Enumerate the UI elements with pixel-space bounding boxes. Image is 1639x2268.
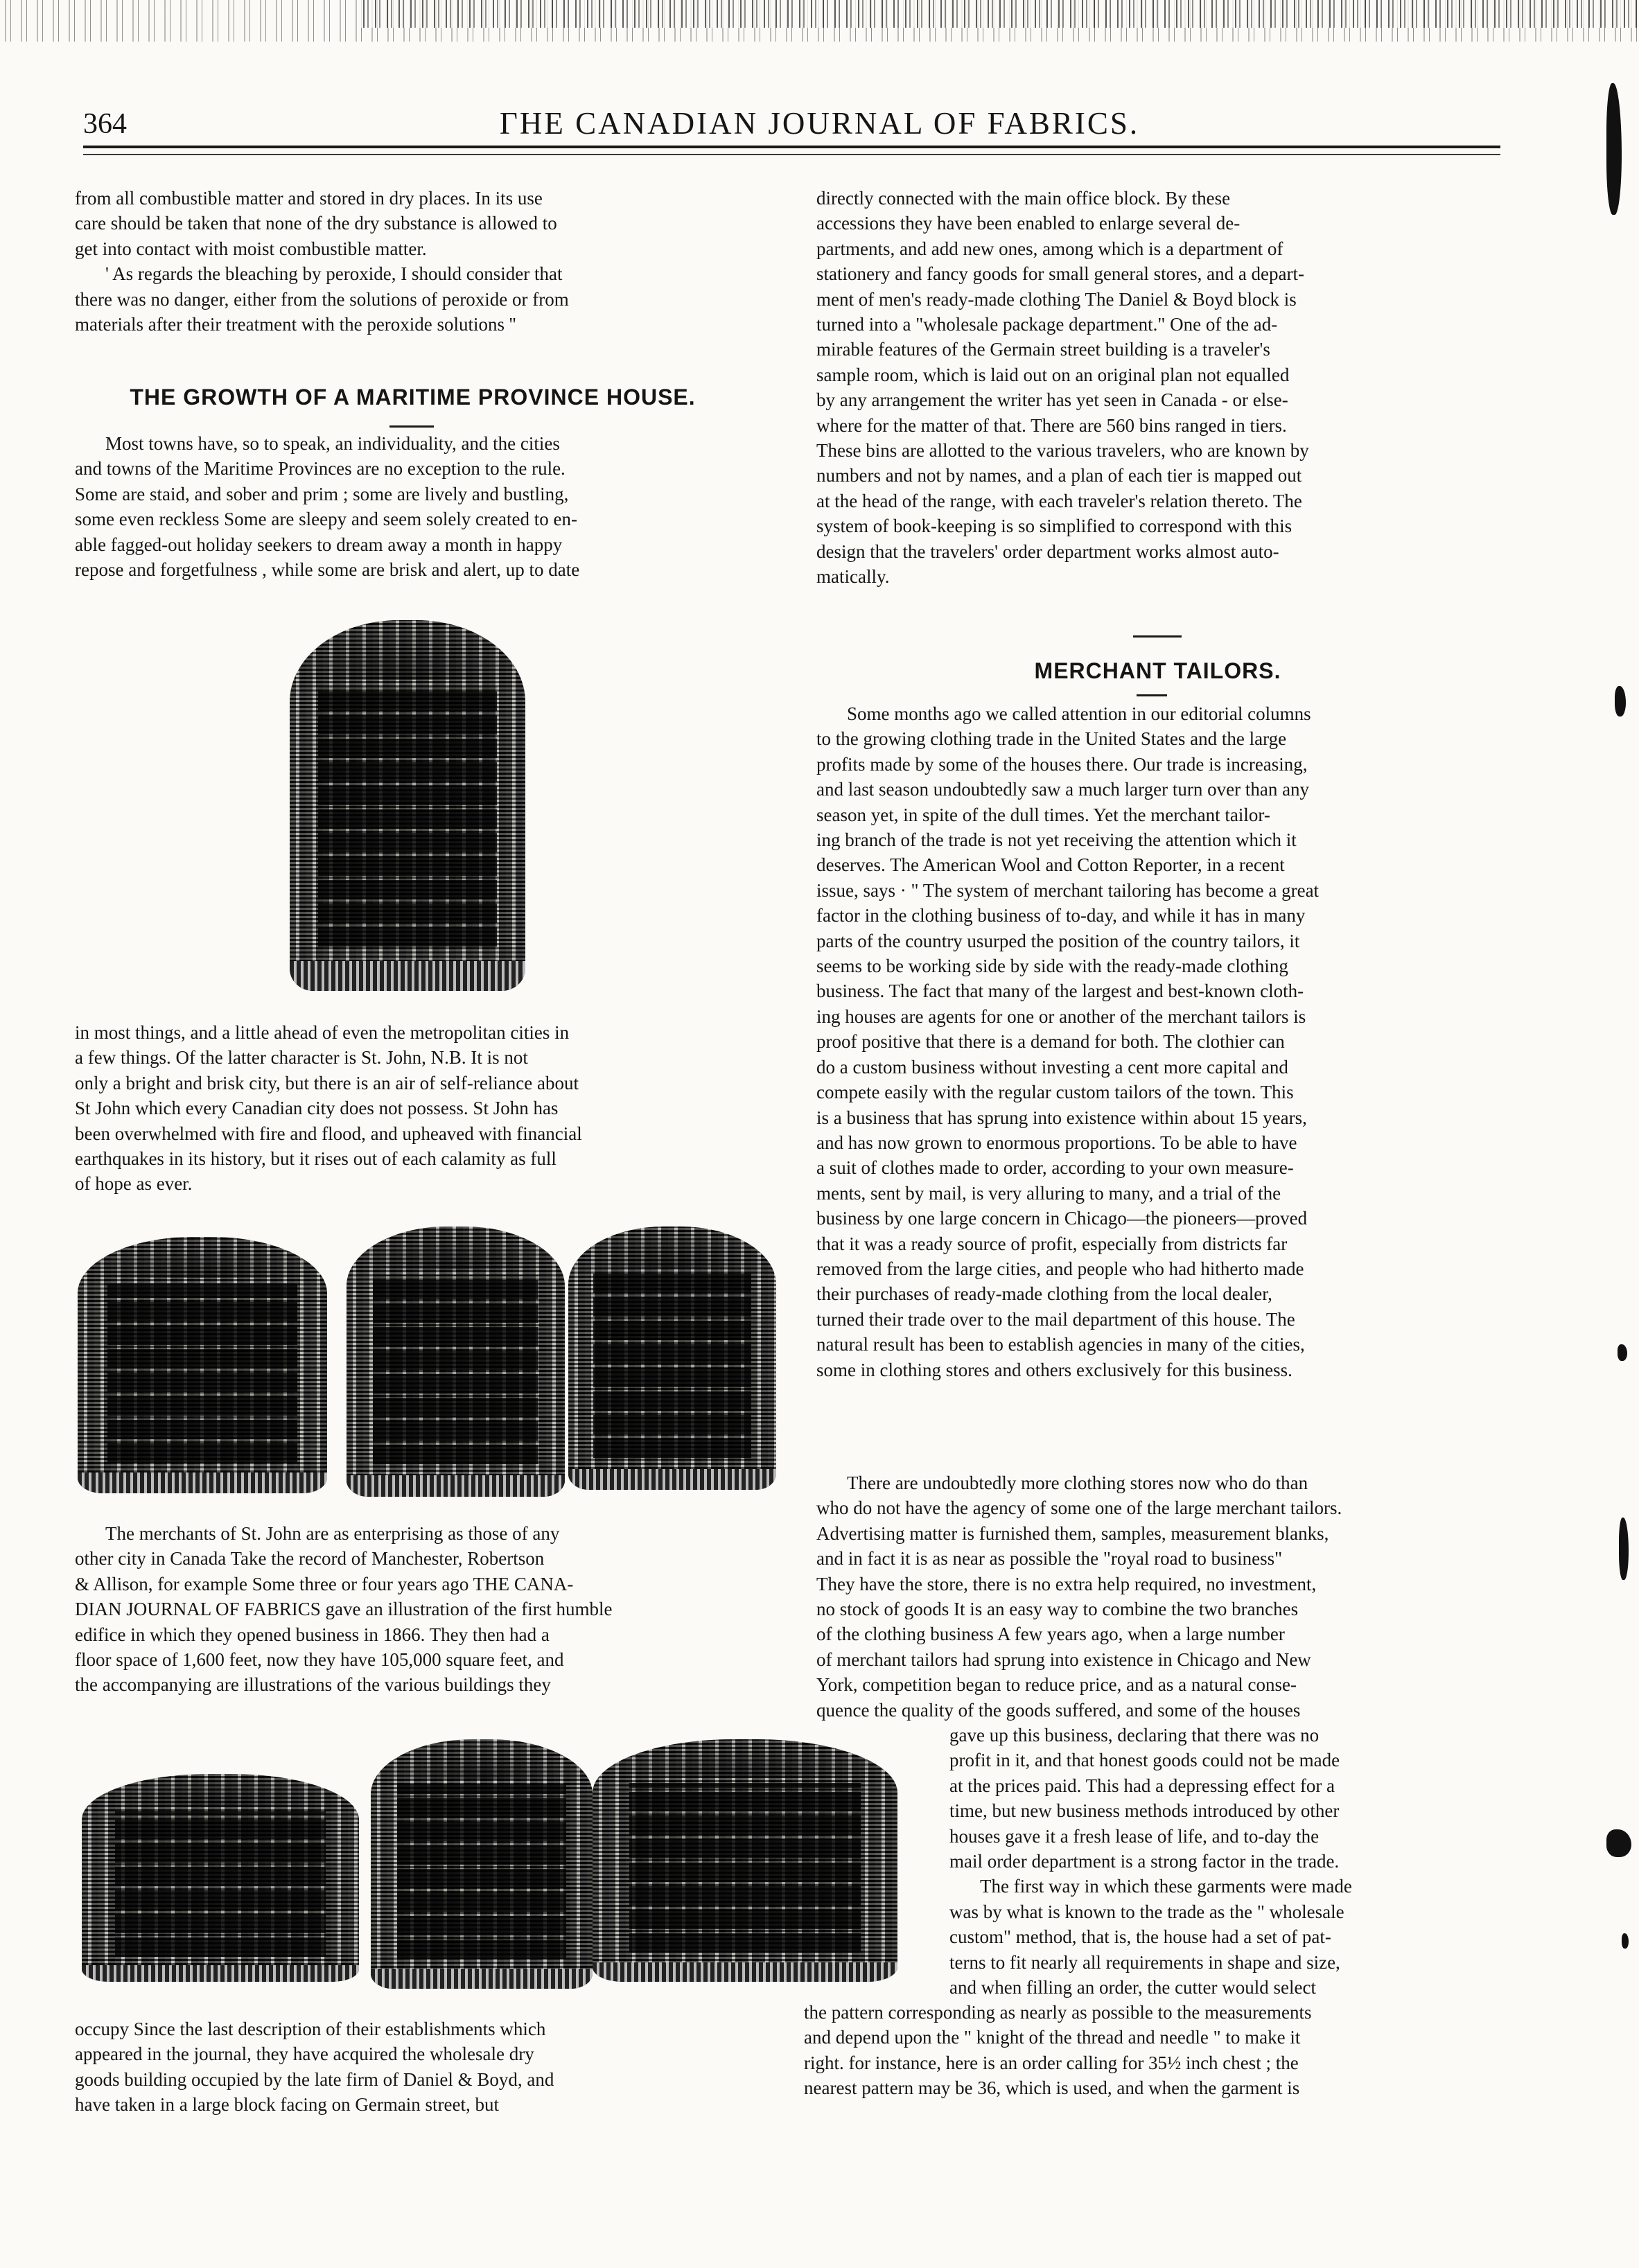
street-detail xyxy=(371,1969,593,1989)
text-line: matically. xyxy=(816,566,890,588)
right-paragraph-3-narrow xyxy=(949,1723,1499,2000)
text-line: Most towns have, so to speak, an individuality, and the cities xyxy=(105,433,560,454)
text-line: ments, sent by mail, is very alluring to many, and a trial of the xyxy=(816,1182,1281,1204)
text-line: seems to be working side by side with the ready-made clothing xyxy=(816,956,1288,977)
right-paragraph-4 xyxy=(804,2000,1499,2101)
left-paragraph-2 xyxy=(75,1020,751,1197)
text-line: numbers and not by names, and a plan of each tier is mapped out xyxy=(816,465,1302,486)
text-line: partments, and add new ones, among which is a department of xyxy=(816,238,1283,259)
building-engraving-bottom-center xyxy=(371,1739,593,1989)
text-line: ing branch of the trade is not yet receiving the attention which it xyxy=(816,829,1297,851)
text-line: other city in Canada Take the record of Manchester, Robertson xyxy=(75,1548,545,1570)
text-line: gave up this business, declaring that there was no xyxy=(949,1725,1320,1746)
text-line: and depend upon the " knight of the thread and needle " to make it xyxy=(804,2027,1301,2048)
heading-rule xyxy=(1137,694,1167,696)
scan-edge-mark xyxy=(1619,1518,1629,1580)
street-detail xyxy=(568,1469,776,1490)
scan-edge-mark xyxy=(1615,686,1626,717)
text-line: issue, says · " The system of merchant tailoring has become a great xyxy=(816,879,1320,901)
scan-edge-mark xyxy=(1618,1344,1627,1361)
text-line: at the prices paid. This had a depressing effect for a xyxy=(949,1775,1335,1796)
text-line: is a business that has sprung into existence within about 15 years, xyxy=(816,1107,1307,1128)
building-engraving-center xyxy=(347,1227,565,1497)
text-line: time, but new business methods introduced by other xyxy=(949,1800,1340,1822)
text-line: profits made by some of the houses there. Our trade is increasing, xyxy=(816,753,1308,775)
text-line: business. The fact that many of the largest and best-known cloth- xyxy=(816,981,1304,1002)
text-line: materials after their treatment with the peroxide solutions '' xyxy=(75,314,516,335)
text-line: no stock of goods It is an easy way to combine the two branches xyxy=(816,1599,1299,1620)
text-line: repose and forgetfulness , while some are brisk and alert, up to date xyxy=(75,559,580,581)
text-line: terns to fit nearly all requirements in shape and size, xyxy=(949,1951,1340,1973)
right-paragraph-1 xyxy=(816,186,1499,590)
text-line: have taken in a large block facing on Germain street, but xyxy=(75,2094,500,2116)
text-line: sample room, which is laid out on an original plan not equalled xyxy=(816,364,1290,385)
text-line: occupy Since the last description of their establishments which xyxy=(75,2019,546,2039)
text-line: Advertising matter is furnished them, samples, measurement blanks, xyxy=(816,1522,1329,1544)
text-line: season yet, in spite of the dull times. Yet the merchant tailor- xyxy=(816,804,1270,825)
text-line: of the clothing business A few years ago, when a large number xyxy=(816,1624,1285,1645)
text-line: parts of the country usurped the position of the country tailors, it xyxy=(816,930,1300,951)
text-line: The merchants of St. John are as enterprising as those of any xyxy=(105,1523,560,1544)
heading-rule xyxy=(389,425,434,428)
text-line: removed from the large cities, and people who had hitherto made xyxy=(816,1258,1304,1279)
text-line: some in clothing stores and others exclusively for this business. xyxy=(816,1359,1292,1380)
text-line: there was no danger, either from the solutions of peroxide or from xyxy=(75,288,569,310)
journal-title: ГHE CANADIAN JOURNAL OF FABRICS. xyxy=(499,106,1140,141)
text-line: was by what is known to the trade as the " wholesale xyxy=(949,1901,1344,1922)
section-rule xyxy=(1133,635,1182,638)
left-paragraph-3 xyxy=(75,1521,751,1698)
right-paragraph-3 xyxy=(816,1470,1499,1723)
scan-noise-top-dense xyxy=(360,0,1639,28)
text-line: St John which every Canadian city does not possess. St John has xyxy=(75,1098,559,1119)
street-detail xyxy=(593,1962,897,1982)
text-line: DIAN JOURNAL OF FABRICS gave an illustration of the first humble xyxy=(75,1599,613,1620)
text-line: appeared in the journal, they have acquired the wholesale dry xyxy=(75,2043,534,2065)
building-engraving-main xyxy=(290,620,525,991)
text-line: in most things, and a little ahead of even the metropolitan cities in xyxy=(75,1022,570,1043)
text-line: Some are staid, and sober and prim ; some are lively and bustling, xyxy=(75,483,569,504)
text-line: able fagged-out holiday seekers to dream away a month in happy xyxy=(75,534,563,555)
text-line: of merchant tailors had sprung into existence in Chicago and New xyxy=(816,1649,1311,1670)
text-line: ing houses are agents for one or another of the merchant tailors is xyxy=(816,1005,1306,1027)
text-line: These bins are allotted to the various travelers, who are known by xyxy=(816,440,1309,461)
text-line: profit in it, and that honest goods could not be made xyxy=(949,1750,1340,1771)
text-line: turned their trade over to the mail department of this house. The xyxy=(816,1308,1295,1330)
text-line: from all combustible matter and stored in dry places. In its use xyxy=(75,188,543,209)
text-line: right. for instance, here is an order calling for 35½ inch chest ; the xyxy=(804,2052,1299,2073)
text-line: natural result has been to establish agencies in many of the cities, xyxy=(816,1334,1305,1355)
text-line: houses gave it a fresh lease of life, and to-day the xyxy=(949,1825,1320,1847)
text-line: a few things. Of the latter character is St. John, N.B. It is not xyxy=(75,1047,528,1069)
text-line: directly connected with the main office block. By these xyxy=(816,188,1231,209)
text-line: some even reckless Some are sleepy and seem solely created to en- xyxy=(75,509,577,530)
building-engraving-right xyxy=(568,1227,776,1490)
text-line: and has now grown to enormous proportions. To be able to have xyxy=(816,1132,1297,1153)
text-line: by any arrangement the writer has yet seen in Canada - or else- xyxy=(816,389,1288,411)
street-detail xyxy=(290,961,525,991)
text-line: There are undoubtedly more clothing stores now who do than xyxy=(847,1473,1308,1493)
left-paragraph-1 xyxy=(75,431,751,582)
street-detail xyxy=(347,1475,565,1497)
text-line: stationery and fancy goods for small general stores, and a depart- xyxy=(816,263,1305,285)
text-line: ment of men's ready-made clothing The Daniel & Boyd block is xyxy=(816,288,1297,310)
text-line: where for the matter of that. There are 560 bins ranged in tiers. xyxy=(816,414,1287,436)
text-line: York, competition began to reduce price, and as a natural conse- xyxy=(816,1674,1297,1696)
text-line: The first way in which these garments were made xyxy=(980,1876,1352,1897)
text-line: do a custom business without investing a cent more capital and xyxy=(816,1056,1288,1078)
text-line: and in fact it is as near as possible the "royal road to business" xyxy=(816,1548,1283,1570)
text-line: who do not have the agency of some one of the large merchant tailors. xyxy=(816,1497,1342,1519)
text-line: floor space of 1,600 feet, now they have 105,000 square feet, and xyxy=(75,1649,564,1671)
text-line: proof positive that there is a demand for both. The clothier can xyxy=(816,1031,1285,1053)
text-line: their purchases of ready-made clothing from the local dealer, xyxy=(816,1283,1272,1305)
text-line: get into contact with moist combustible matter. xyxy=(75,238,427,259)
text-line: Some months ago we called attention in our editorial columns xyxy=(847,703,1311,724)
text-line: to the growing clothing trade in the United States and the large xyxy=(816,728,1287,750)
text-line: mirable features of the Germain street building is a traveler's xyxy=(816,339,1270,360)
text-line: at the head of the range, with each traveler's relation thereto. The xyxy=(816,490,1302,511)
text-line: and last season undoubtedly saw a much larger turn over than any xyxy=(816,779,1310,800)
text-line: care should be taken that none of the dry substance is allowed to xyxy=(75,213,557,234)
text-line: edifice in which they opened business in 1866. They then had a xyxy=(75,1624,550,1645)
building-engraving-bottom-right xyxy=(593,1739,897,1982)
text-line: nearest pattern may be 36, which is used, and when the garment is xyxy=(804,2077,1300,2099)
left-paragraph-4 xyxy=(75,2016,751,2118)
text-line: and when filling an order, the cutter would select xyxy=(949,1977,1316,1998)
building-engraving-bottom-left xyxy=(82,1774,359,1982)
scan-edge-mark xyxy=(1606,83,1622,215)
text-line: goods building occupied by the late firm of Daniel & Boyd, and xyxy=(75,2068,554,2090)
text-line: only a bright and brisk city, but there is an air of self-reliance about xyxy=(75,1072,579,1093)
page-number: 364 xyxy=(83,108,127,140)
text-line: They have the store, there is no extra help required, no investment, xyxy=(816,1573,1317,1594)
text-line: design that the travelers' order department works almost auto- xyxy=(816,540,1279,562)
text-line: deserves. The American Wool and Cotton Reporter, in a recent xyxy=(816,854,1285,876)
text-line: a suit of clothes made to order, according to your own measure- xyxy=(816,1157,1294,1179)
scan-edge-mark xyxy=(1622,1933,1629,1949)
building-engraving-left xyxy=(78,1237,327,1493)
text-line: the accompanying are illustrations of the various buildings they xyxy=(75,1674,551,1696)
text-line: that it was a ready source of profit, especially from districts far xyxy=(816,1233,1288,1254)
right-paragraph-2 xyxy=(816,701,1499,1382)
text-line: earthquakes in its history, but it rises out of each calamity as full xyxy=(75,1148,556,1170)
text-line: business by one large concern in Chicago—the pioneers—proved xyxy=(816,1208,1308,1229)
text-line: mail order department is a strong factor in the trade. xyxy=(949,1851,1340,1872)
header-rule xyxy=(83,146,1500,148)
street-detail xyxy=(78,1473,327,1493)
text-line: been overwhelmed with fire and flood, and upheaved with financial xyxy=(75,1123,582,1144)
left-intro-paragraph xyxy=(75,186,751,337)
text-line: and towns of the Maritime Provinces are no exception to the rule. xyxy=(75,458,566,480)
text-line: of hope as ever. xyxy=(75,1173,193,1195)
text-line: quence the quality of the goods suffered, and some of the houses xyxy=(816,1699,1301,1721)
text-line: system of book-keeping is so simplified to correspond with this xyxy=(816,516,1292,537)
text-line: & Allison, for example Some three or four years ago THE CANA- xyxy=(75,1573,574,1594)
text-line: compete easily with the regular custom tailors of the town. This xyxy=(816,1082,1294,1103)
header-rule-thin xyxy=(83,154,1500,155)
text-line: factor in the clothing business of to-day, and while it has in many xyxy=(816,905,1306,926)
text-line: turned into a "wholesale package department." One of the ad- xyxy=(816,314,1278,335)
street-detail xyxy=(82,1965,359,1982)
text-line: the pattern corresponding as nearly as possible to the measurements xyxy=(804,2002,1312,2023)
article-heading: THE GROWTH OF A MARITIME PROVINCE HOUSE. xyxy=(130,385,696,410)
article-heading: MERCHANT TAILORS. xyxy=(1034,658,1281,683)
text-line: custom" method, that is, the house had a set of pat- xyxy=(949,1926,1331,1948)
text-line: ' As regards the bleaching by peroxide, I should consider that xyxy=(105,263,563,285)
text-line: accessions they have been enabled to enlarge several de- xyxy=(816,213,1241,234)
scan-edge-mark xyxy=(1606,1829,1631,1857)
